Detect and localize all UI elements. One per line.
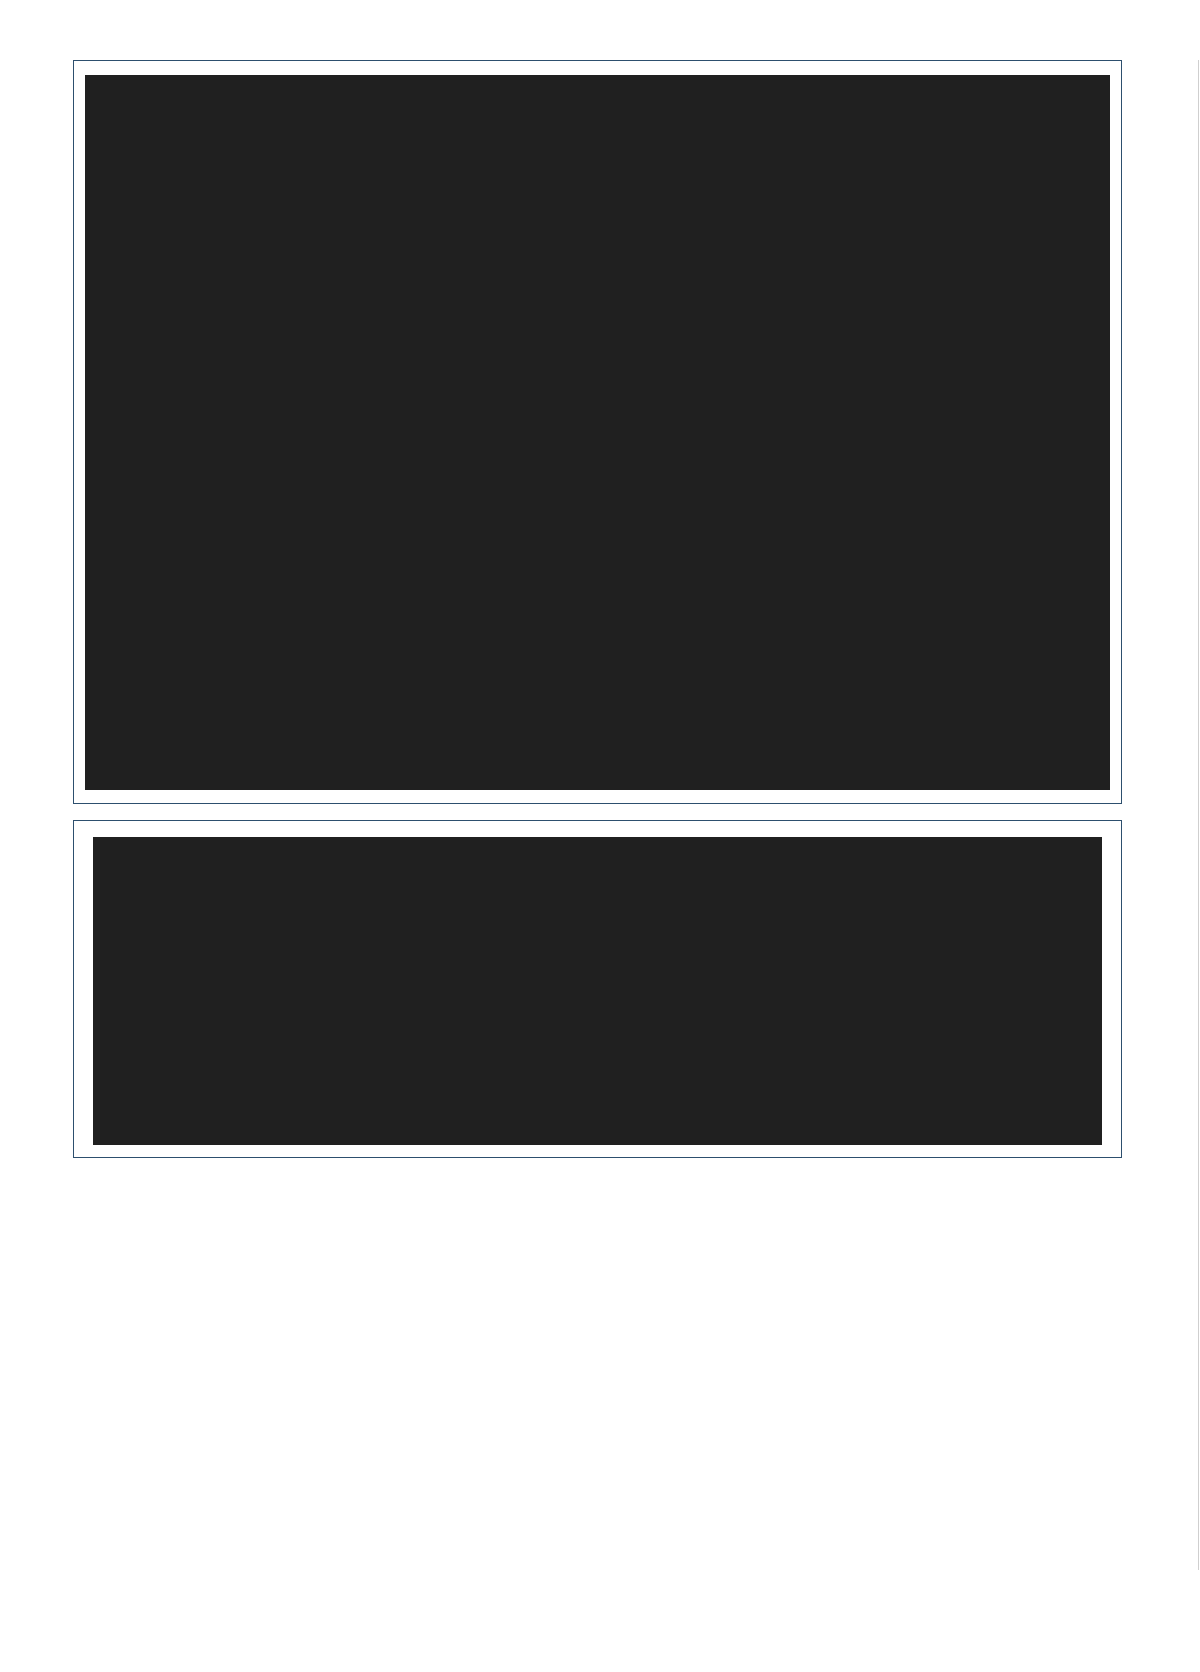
page-footer [74,1596,118,1621]
chart-panel-roll [93,837,1102,1145]
chart-panel-heave-pitch [85,75,1110,790]
page-edge-rule [1198,60,1199,1570]
chart-svg-top [85,75,1110,790]
chart-svg-bottom [93,837,1102,1145]
